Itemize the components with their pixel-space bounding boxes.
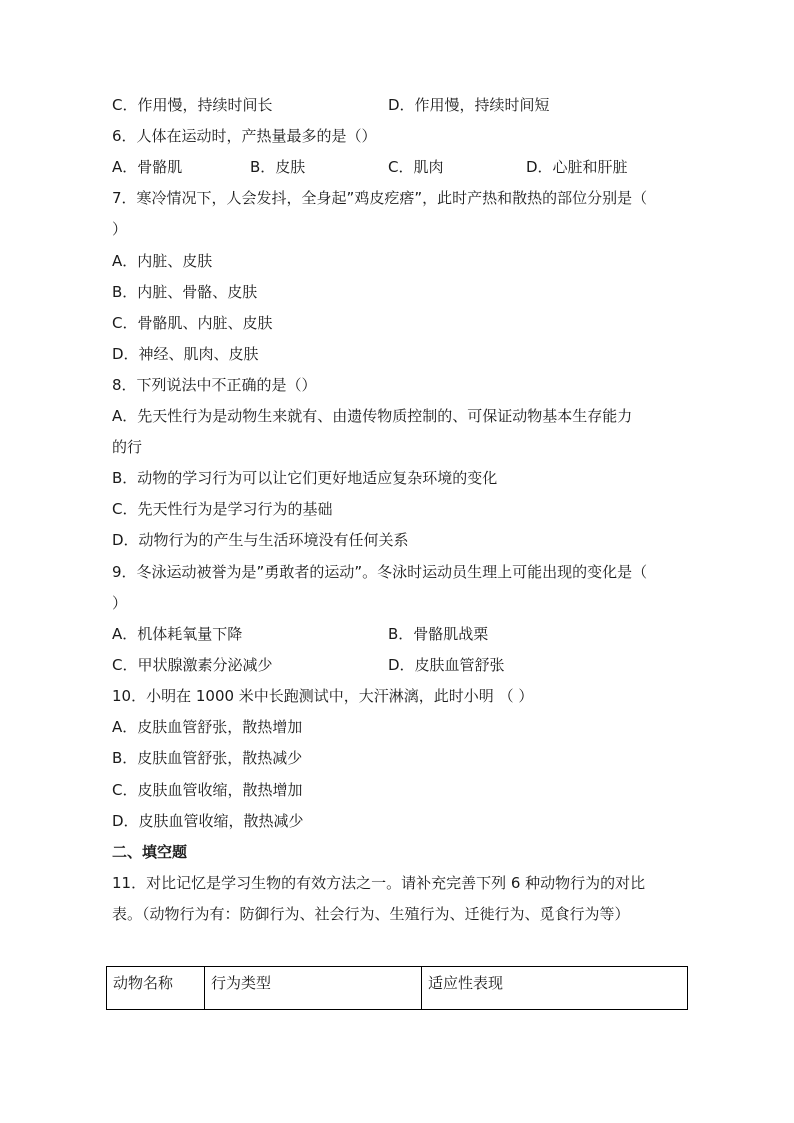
q8-option-b: B．动物的学习行为可以让它们更好地适应复杂环境的变化 bbox=[112, 469, 498, 487]
q10-option-a: A．皮肤血管舒张，散热增加 bbox=[112, 718, 303, 736]
q7-option-b: B．内脏、骨骼、皮肤 bbox=[112, 283, 258, 301]
q7-stem-line2: ） bbox=[112, 220, 128, 238]
q9-stem-line2: ） bbox=[112, 594, 128, 612]
q6-option-c: C．肌肉 bbox=[388, 158, 444, 176]
table-header-adaptation: 适应性表现 bbox=[422, 967, 688, 1010]
q8-option-a-line1: A．先天性行为是动物生来就有、由遗传物质控制的、可保证动物基本生存能力 bbox=[112, 407, 633, 425]
q8-stem: 8．下列说法中不正确的是（） bbox=[112, 376, 317, 394]
q6-option-d: D．心脏和肝脏 bbox=[526, 158, 628, 176]
q7-stem-line1: 7．寒冷情况下，人会发抖，全身起”鸡皮疙瘩”，此时产热和散热的部位分别是（ bbox=[112, 189, 648, 207]
q5-option-d: D．作用慢，持续时间短 bbox=[388, 96, 550, 114]
q10-option-b: B．皮肤血管舒张，散热减少 bbox=[112, 749, 303, 767]
q10-stem: 10．小明在 1000 米中长跑测试中，大汗淋漓，此时小明 （ ） bbox=[112, 687, 534, 705]
behavior-comparison-table bbox=[106, 966, 688, 1010]
q9-option-a: A．机体耗氧量下降 bbox=[112, 625, 243, 643]
q8-option-d: D．动物行为的产生与生活环境没有任何关系 bbox=[112, 531, 409, 549]
q7-option-d: D．神经、肌肉、皮肤 bbox=[112, 345, 259, 363]
q9-option-b: B．骨骼肌战栗 bbox=[388, 625, 489, 643]
q7-option-c: C．骨骼肌、内脏、皮肤 bbox=[112, 314, 273, 332]
table-header-animal-name: 动物名称 bbox=[107, 967, 205, 1010]
q6-option-b: B．皮肤 bbox=[250, 158, 306, 176]
q8-option-a-line2: 的行 bbox=[112, 438, 143, 456]
q7-option-a: A．内脏、皮肤 bbox=[112, 252, 213, 270]
q11-stem-line1: 11．对比记忆是学习生物的有效方法之一。请补充完善下列 6 种动物行为的对比 bbox=[112, 874, 646, 892]
q6-stem: 6．人体在运动时，产热量最多的是（） bbox=[112, 127, 377, 145]
section-title-fill-in: 二、填空题 bbox=[112, 843, 188, 861]
table-header-behavior-type: 行为类型 bbox=[205, 967, 422, 1010]
q6-option-a: A．骨骼肌 bbox=[112, 158, 183, 176]
q5-option-c: C．作用慢，持续时间长 bbox=[112, 96, 273, 114]
q9-option-c: C．甲状腺激素分泌减少 bbox=[112, 656, 273, 674]
q8-option-c: C．先天性行为是学习行为的基础 bbox=[112, 500, 333, 518]
q9-option-d: D．皮肤血管舒张 bbox=[388, 656, 505, 674]
table-header-row bbox=[107, 967, 688, 1010]
q9-stem-line1: 9．冬泳运动被誉为是”勇敢者的运动”。冬泳时运动员生理上可能出现的变化是（ bbox=[112, 563, 648, 581]
q10-option-d: D．皮肤血管收缩，散热减少 bbox=[112, 812, 304, 830]
q11-stem-line2: 表。（动物行为有：防御行为、社会行为、生殖行为、迁徙行为、觅食行为等） bbox=[112, 905, 630, 923]
q10-option-c: C．皮肤血管收缩，散热增加 bbox=[112, 781, 303, 799]
